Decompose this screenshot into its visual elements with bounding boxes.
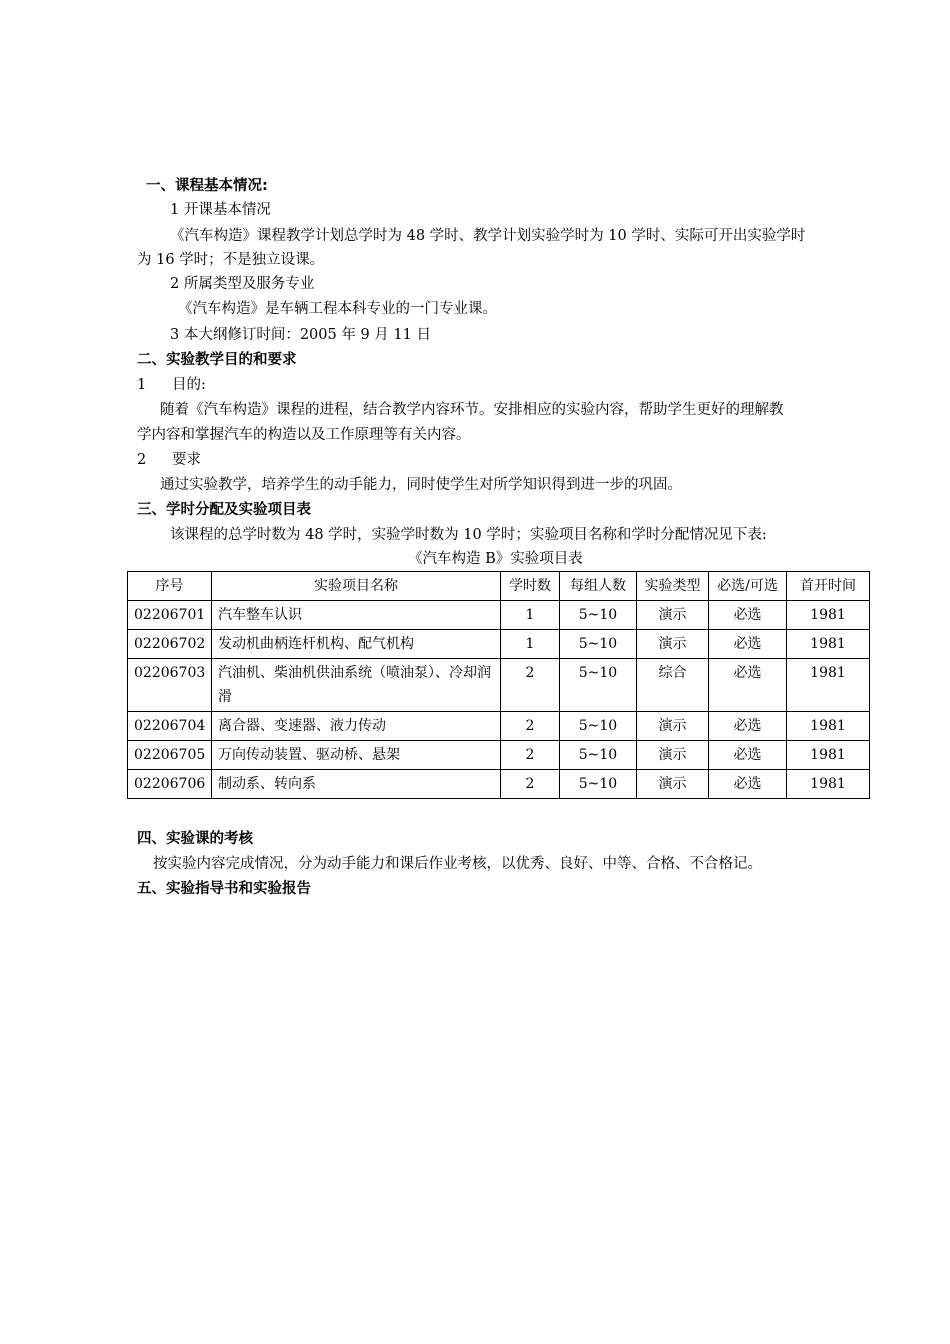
cell-serial: 02206704 bbox=[128, 712, 212, 741]
cell-project-name: 汽车整车认识 bbox=[212, 601, 501, 630]
header-serial: 序号 bbox=[128, 572, 212, 601]
section1-title: 一、课程基本情况: bbox=[146, 178, 268, 194]
cell-group-size: 5~10 bbox=[560, 659, 637, 712]
section1-item1-title: 1 开课基本情况 bbox=[170, 202, 271, 218]
section2-purpose-text-b: 学内容和掌握汽车的构造以及工作原理等有关内容。 bbox=[137, 427, 471, 443]
cell-required: 必选 bbox=[709, 659, 787, 712]
table-row bbox=[128, 630, 870, 659]
cell-required: 必选 bbox=[709, 601, 787, 630]
header-type: 实验类型 bbox=[637, 572, 709, 601]
cell-serial: 02206703 bbox=[128, 659, 212, 712]
cell-first-year: 1981 bbox=[787, 741, 870, 770]
cell-required: 必选 bbox=[709, 770, 787, 799]
cell-type: 演示 bbox=[637, 712, 709, 741]
cell-hours: 2 bbox=[501, 659, 560, 712]
table-header-row bbox=[128, 572, 870, 601]
section5-title: 五、实验指导书和实验报告 bbox=[137, 881, 311, 897]
section3-title: 三、学时分配及实验项目表 bbox=[137, 502, 311, 518]
section2-req-num: 2 bbox=[137, 452, 147, 468]
header-project-name: 实验项目名称 bbox=[212, 572, 501, 601]
cell-type: 演示 bbox=[637, 630, 709, 659]
section2-purpose-num: 1 bbox=[137, 377, 147, 393]
cell-group-size: 5~10 bbox=[560, 741, 637, 770]
section2-req-label: 要求 bbox=[172, 452, 201, 468]
section4-text: 按实验内容完成情况，分为动手能力和课后作业考核，以优秀、良好、中等、合格、不合格记。 bbox=[153, 856, 762, 872]
cell-project-name: 发动机曲柄连杆机构、配气机构 bbox=[212, 630, 501, 659]
section1-item1-text-b: 为 16 学时；不是独立设课。 bbox=[137, 252, 325, 268]
cell-type: 演示 bbox=[637, 770, 709, 799]
cell-serial: 02206701 bbox=[128, 601, 212, 630]
cell-project-name: 汽油机、柴油机供油系统（喷油泵）、冷却润滑 bbox=[212, 659, 501, 712]
cell-first-year: 1981 bbox=[787, 630, 870, 659]
cell-hours: 2 bbox=[501, 770, 560, 799]
cell-group-size: 5~10 bbox=[560, 630, 637, 659]
section1-item3-text: 3 本大纲修订时间：2005 年 9 月 11 日 bbox=[170, 327, 431, 343]
header-required: 必选/可选 bbox=[709, 572, 787, 601]
section3-intro: 该课程的总学时数为 48 学时，实验学时数为 10 学时；实验项目名称和学时分配情况见下表: bbox=[170, 527, 767, 543]
cell-group-size: 5~10 bbox=[560, 712, 637, 741]
header-group-size: 每组人数 bbox=[560, 572, 637, 601]
table-row bbox=[128, 712, 870, 741]
cell-hours: 1 bbox=[501, 601, 560, 630]
section2-purpose-text-a: 随着《汽车构造》课程的进程，结合教学内容环节。安排相应的实验内容，帮助学生更好的理解教 bbox=[160, 402, 784, 418]
cell-serial: 02206702 bbox=[128, 630, 212, 659]
cell-project-name: 制动系、转向系 bbox=[212, 770, 501, 799]
table-caption: 《汽车构造 B》实验项目表 bbox=[408, 551, 583, 567]
cell-group-size: 5~10 bbox=[560, 601, 637, 630]
table-row bbox=[128, 741, 870, 770]
cell-required: 必选 bbox=[709, 741, 787, 770]
cell-type: 演示 bbox=[637, 601, 709, 630]
section1-item1-text-a: 《汽车构造》课程教学计划总学时为 48 学时、教学计划实验学时为 10 学时、实际可开出实验学时 bbox=[170, 228, 806, 244]
cell-hours: 1 bbox=[501, 630, 560, 659]
header-first-year: 首开时间 bbox=[787, 572, 870, 601]
cell-first-year: 1981 bbox=[787, 770, 870, 799]
cell-first-year: 1981 bbox=[787, 601, 870, 630]
section1-item2-title: 2 所属类型及服务专业 bbox=[170, 276, 315, 292]
section4-title: 四、实验课的考核 bbox=[137, 831, 253, 847]
cell-project-name: 万向传动装置、驱动桥、悬架 bbox=[212, 741, 501, 770]
table-row bbox=[128, 659, 870, 712]
cell-required: 必选 bbox=[709, 712, 787, 741]
cell-required: 必选 bbox=[709, 630, 787, 659]
table-row bbox=[128, 601, 870, 630]
section2-title: 二、实验教学目的和要求 bbox=[137, 352, 297, 368]
cell-hours: 2 bbox=[501, 712, 560, 741]
cell-first-year: 1981 bbox=[787, 659, 870, 712]
cell-serial: 02206706 bbox=[128, 770, 212, 799]
table-row bbox=[128, 770, 870, 799]
cell-project-name: 离合器、变速器、液力传动 bbox=[212, 712, 501, 741]
cell-type: 综合 bbox=[637, 659, 709, 712]
cell-group-size: 5~10 bbox=[560, 770, 637, 799]
header-hours: 学时数 bbox=[501, 572, 560, 601]
cell-hours: 2 bbox=[501, 741, 560, 770]
cell-first-year: 1981 bbox=[787, 712, 870, 741]
section2-req-text: 通过实验教学，培养学生的动手能力，同时使学生对所学知识得到进一步的巩固。 bbox=[160, 477, 682, 493]
experiment-table bbox=[127, 571, 870, 799]
cell-type: 演示 bbox=[637, 741, 709, 770]
section2-purpose-label: 目的: bbox=[172, 377, 206, 393]
cell-serial: 02206705 bbox=[128, 741, 212, 770]
section1-item2-text: 《汽车构造》是车辆工程本科专业的一门专业课。 bbox=[178, 301, 497, 317]
